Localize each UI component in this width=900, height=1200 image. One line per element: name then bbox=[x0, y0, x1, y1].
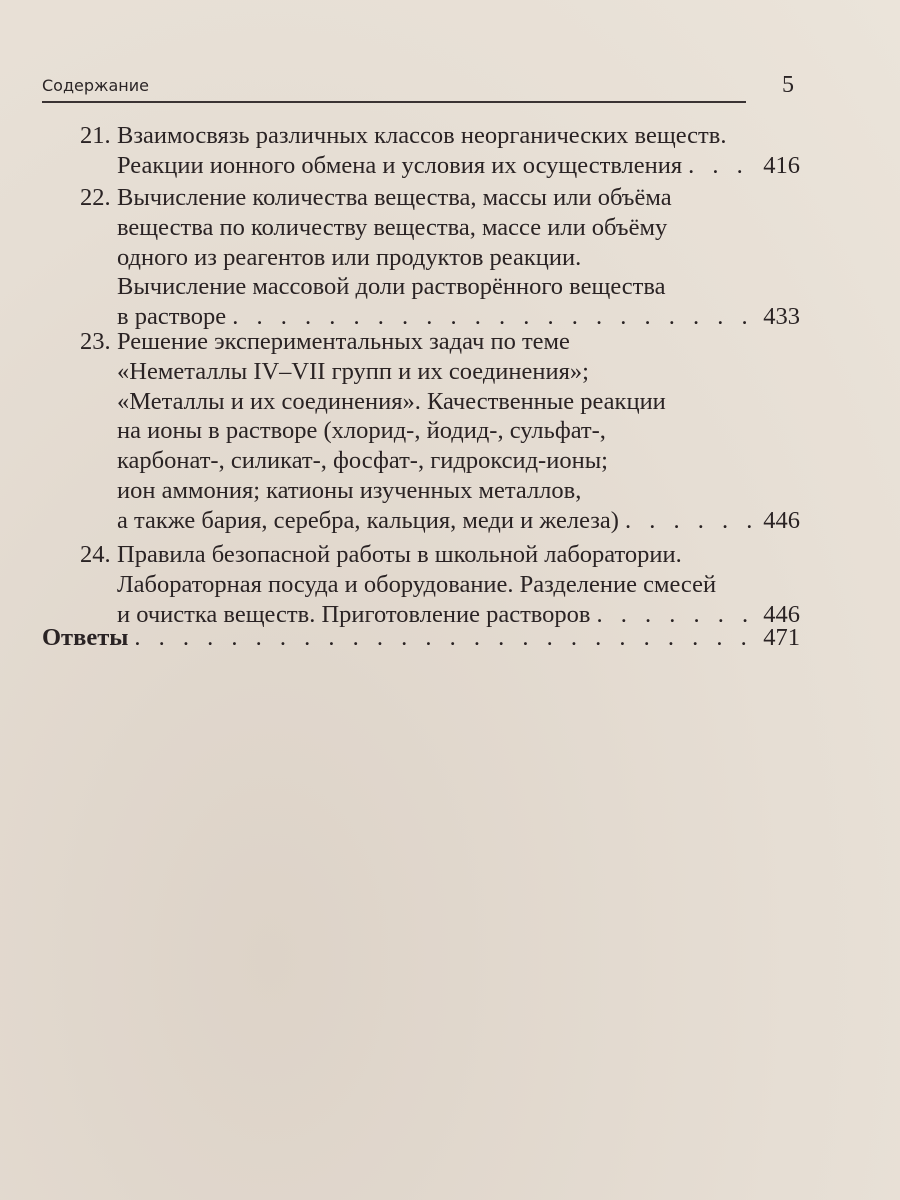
entry-number: 23. bbox=[80, 328, 111, 355]
answers-page: 471 bbox=[763, 624, 800, 651]
entry-page: 446 bbox=[763, 506, 800, 534]
entry-line: Вычисление массовой доли растворённого вещества bbox=[117, 273, 666, 301]
entry-line: «Неметаллы IV–VII групп и их соединения»; bbox=[117, 357, 589, 385]
entry-line: карбонат-, силикат-, фосфат-, гидроксид-ионы; bbox=[117, 447, 608, 475]
dot-leader bbox=[688, 151, 757, 181]
entry-line: одного из реагентов или продуктов реакции. bbox=[117, 243, 582, 271]
entry-number: 21. bbox=[80, 122, 111, 149]
entry-line: на ионы в растворе (хлорид-, йодид-, сульфат-, bbox=[117, 417, 606, 445]
entry-line: «Металлы и их соединения». Качественные реакции bbox=[117, 387, 666, 415]
entry-line: Решение экспериментальных задач по теме bbox=[117, 328, 570, 355]
entry-line: Взаимосвязь различных классов неорганических веществ. bbox=[117, 122, 727, 149]
entry-page: 433 bbox=[763, 303, 800, 331]
entry-line: ион аммония; катионы изученных металлов, bbox=[117, 476, 582, 504]
header-rule bbox=[42, 101, 746, 103]
toc-entry-answers bbox=[42, 624, 800, 652]
toc-entry-21 bbox=[80, 121, 800, 181]
answers-label: Ответы bbox=[42, 624, 129, 651]
entry-line: в растворе bbox=[117, 303, 227, 331]
running-header: Содержание bbox=[42, 76, 149, 95]
entry-line: а также бария, серебра, кальция, меди и железа) bbox=[117, 506, 619, 534]
entry-line: Реакции ионного обмена и условия их осуществления bbox=[117, 151, 683, 179]
entry-line: Правила безопасной работы в школьной лаборатории. bbox=[117, 541, 682, 568]
entry-line: Вычисление количества вещества, массы или объёма bbox=[117, 184, 672, 211]
entry-number: 24. bbox=[80, 541, 111, 568]
toc-entry-23 bbox=[80, 327, 800, 536]
entry-number: 22. bbox=[80, 184, 111, 211]
entry-page: 446 bbox=[763, 600, 800, 628]
toc-entry-22 bbox=[80, 183, 800, 332]
entry-line: вещества по количеству вещества, массе или объёму bbox=[117, 213, 668, 241]
entry-page: 416 bbox=[763, 151, 800, 179]
dot-leader bbox=[134, 624, 757, 652]
entry-line: Лабораторная посуда и оборудование. Разделение смесей bbox=[117, 570, 717, 598]
dot-leader bbox=[625, 506, 757, 536]
toc-entry-24 bbox=[80, 540, 800, 629]
page-number: 5 bbox=[782, 72, 794, 98]
entry-line: и очистка веществ. Приготовление растворов bbox=[117, 600, 591, 628]
